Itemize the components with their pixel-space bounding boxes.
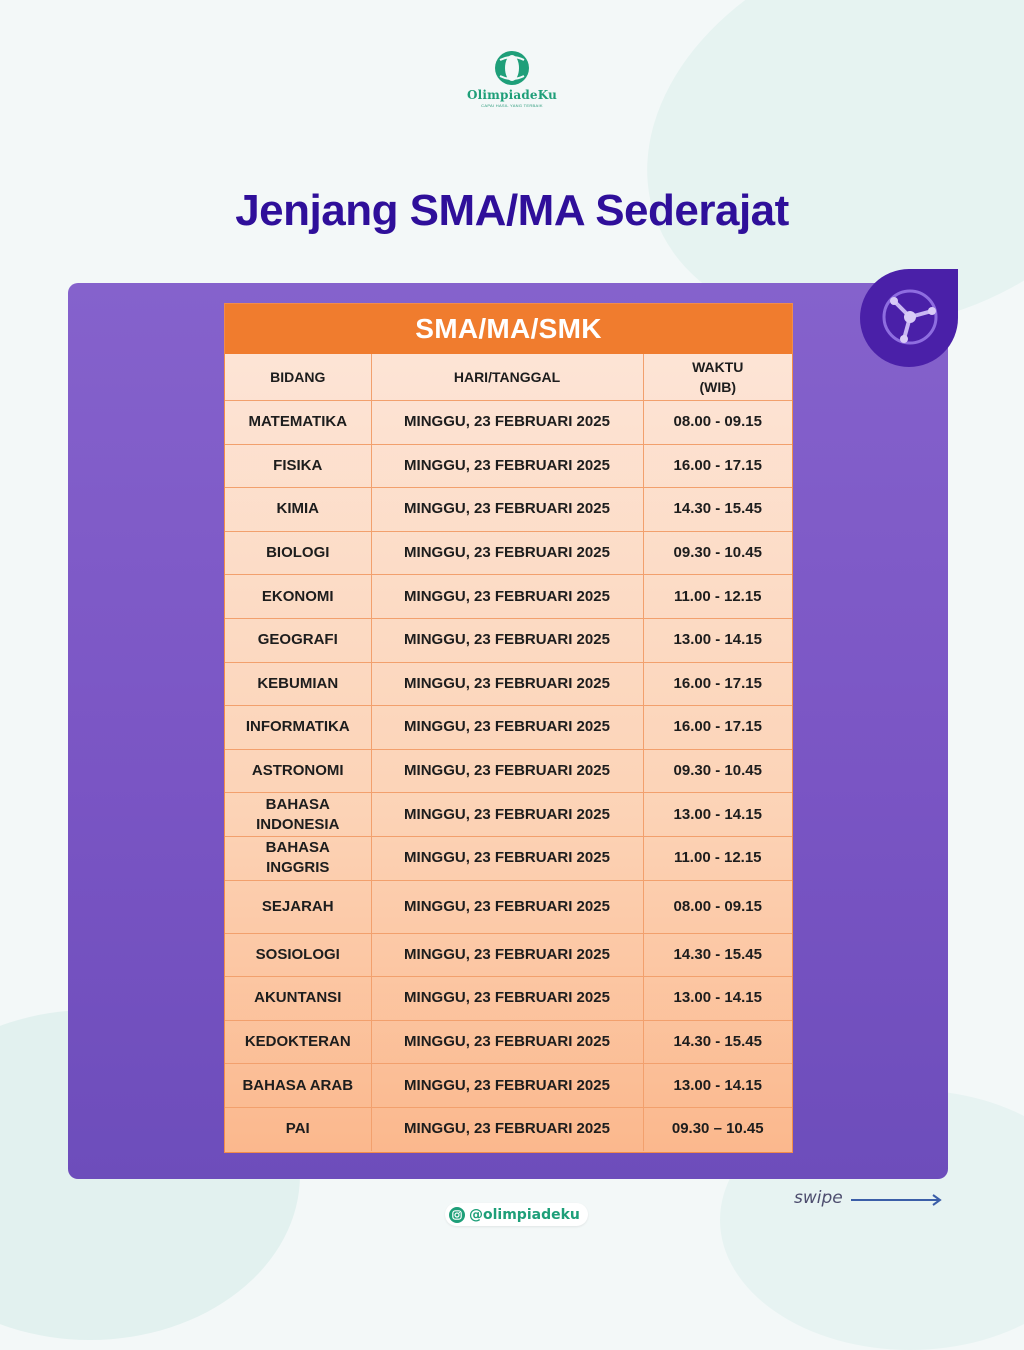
atom-icon: [878, 283, 942, 347]
swipe-hint[interactable]: [794, 1188, 943, 1208]
cell-tanggal: MINGGU, 23 FEBRUARI 2025: [371, 662, 643, 706]
table-row: [225, 836, 792, 880]
cell-bidang: BAHASA ARAB: [225, 1064, 371, 1108]
cell-bidang: SOSIOLOGI: [225, 933, 371, 977]
table-title: SMA/MA/SMK: [225, 304, 792, 354]
cell-waktu: 09.30 - 10.45: [643, 531, 792, 575]
instagram-handle-text: @olimpiadeku: [469, 1206, 580, 1223]
cell-tanggal: MINGGU, 23 FEBRUARI 2025: [371, 836, 643, 880]
brand-name: OlimpiadeKu: [466, 88, 558, 102]
instagram-icon: [449, 1207, 465, 1223]
cell-waktu: 09.30 - 10.45: [643, 749, 792, 793]
column-header-hari-tanggal: HARI/TANGGAL: [371, 354, 643, 401]
table-row: [225, 488, 792, 532]
cell-waktu: 13.00 - 14.15: [643, 977, 792, 1021]
brand-logo: [462, 50, 562, 108]
atom-badge: [860, 269, 958, 367]
cell-waktu: 08.00 - 09.15: [643, 880, 792, 933]
cell-bidang: GEOGRAFI: [225, 618, 371, 662]
table-row: [225, 401, 792, 445]
cell-waktu: 16.00 - 17.15: [643, 662, 792, 706]
cell-tanggal: MINGGU, 23 FEBRUARI 2025: [371, 444, 643, 488]
schedule-table: [225, 304, 792, 1152]
cell-waktu: 09.30 – 10.45: [643, 1107, 792, 1151]
cell-waktu: 08.00 - 09.15: [643, 401, 792, 445]
cell-tanggal: MINGGU, 23 FEBRUARI 2025: [371, 880, 643, 933]
cell-tanggal: MINGGU, 23 FEBRUARI 2025: [371, 933, 643, 977]
cell-bidang: BIOLOGI: [225, 531, 371, 575]
cell-bidang: KEDOKTERAN: [225, 1020, 371, 1064]
table-row: [225, 618, 792, 662]
column-header-bidang: BIDANG: [225, 354, 371, 401]
cell-bidang: KEBUMIAN: [225, 662, 371, 706]
cell-bidang: ASTRONOMI: [225, 749, 371, 793]
table-row: [225, 880, 792, 933]
table-row: [225, 531, 792, 575]
cell-waktu: 14.30 - 15.45: [643, 933, 792, 977]
table-header-row: [225, 354, 792, 401]
arrow-right-icon: [849, 1194, 943, 1206]
cell-bidang: KIMIA: [225, 488, 371, 532]
cell-waktu: 14.30 - 15.45: [643, 1020, 792, 1064]
table-row: [225, 1020, 792, 1064]
cell-tanggal: MINGGU, 23 FEBRUARI 2025: [371, 575, 643, 619]
table-body: [225, 401, 792, 1152]
cell-bidang: PAI: [225, 1107, 371, 1151]
table-row: [225, 1064, 792, 1108]
table-row: [225, 793, 792, 837]
cell-bidang: MATEMATIKA: [225, 401, 371, 445]
cell-tanggal: MINGGU, 23 FEBRUARI 2025: [371, 531, 643, 575]
table-row: [225, 706, 792, 750]
cell-waktu: 13.00 - 14.15: [643, 1064, 792, 1108]
table-row: [225, 933, 792, 977]
column-header-waktu: WAKTU (WIB): [643, 354, 792, 401]
cell-waktu: 11.00 - 12.15: [643, 836, 792, 880]
page-title: Jenjang SMA/MA Sederajat: [235, 186, 789, 235]
cell-waktu: 16.00 - 17.15: [643, 706, 792, 750]
cell-waktu: 16.00 - 17.15: [643, 444, 792, 488]
instagram-handle[interactable]: [445, 1203, 588, 1226]
cell-bidang: AKUNTANSI: [225, 977, 371, 1021]
cell-tanggal: MINGGU, 23 FEBRUARI 2025: [371, 488, 643, 532]
cell-tanggal: MINGGU, 23 FEBRUARI 2025: [371, 749, 643, 793]
globe-logo-icon: [494, 50, 530, 86]
cell-waktu: 13.00 - 14.15: [643, 618, 792, 662]
brand-tagline: CAPAI HASIL YANG TERBAIK: [481, 103, 543, 108]
cell-tanggal: MINGGU, 23 FEBRUARI 2025: [371, 1107, 643, 1151]
table-row: [225, 977, 792, 1021]
table-row: [225, 662, 792, 706]
table-row: [225, 575, 792, 619]
cell-tanggal: MINGGU, 23 FEBRUARI 2025: [371, 618, 643, 662]
cell-bidang: BAHASA INGGRIS: [225, 836, 371, 880]
cell-tanggal: MINGGU, 23 FEBRUARI 2025: [371, 706, 643, 750]
cell-bidang: INFORMATIKA: [225, 706, 371, 750]
table-row: [225, 444, 792, 488]
cell-waktu: 13.00 - 14.15: [643, 793, 792, 837]
cell-bidang: FISIKA: [225, 444, 371, 488]
cell-bidang: SEJARAH: [225, 880, 371, 933]
swipe-label: swipe: [794, 1188, 843, 1208]
cell-tanggal: MINGGU, 23 FEBRUARI 2025: [371, 401, 643, 445]
cell-bidang: EKONOMI: [225, 575, 371, 619]
cell-waktu: 14.30 - 15.45: [643, 488, 792, 532]
cell-waktu: 11.00 - 12.15: [643, 575, 792, 619]
cell-tanggal: MINGGU, 23 FEBRUARI 2025: [371, 1064, 643, 1108]
table-row: [225, 1107, 792, 1151]
cell-bidang: BAHASA INDONESIA: [225, 793, 371, 837]
schedule-grid: [225, 354, 792, 1151]
cell-tanggal: MINGGU, 23 FEBRUARI 2025: [371, 1020, 643, 1064]
table-row: [225, 749, 792, 793]
cell-tanggal: MINGGU, 23 FEBRUARI 2025: [371, 977, 643, 1021]
cell-tanggal: MINGGU, 23 FEBRUARI 2025: [371, 793, 643, 837]
